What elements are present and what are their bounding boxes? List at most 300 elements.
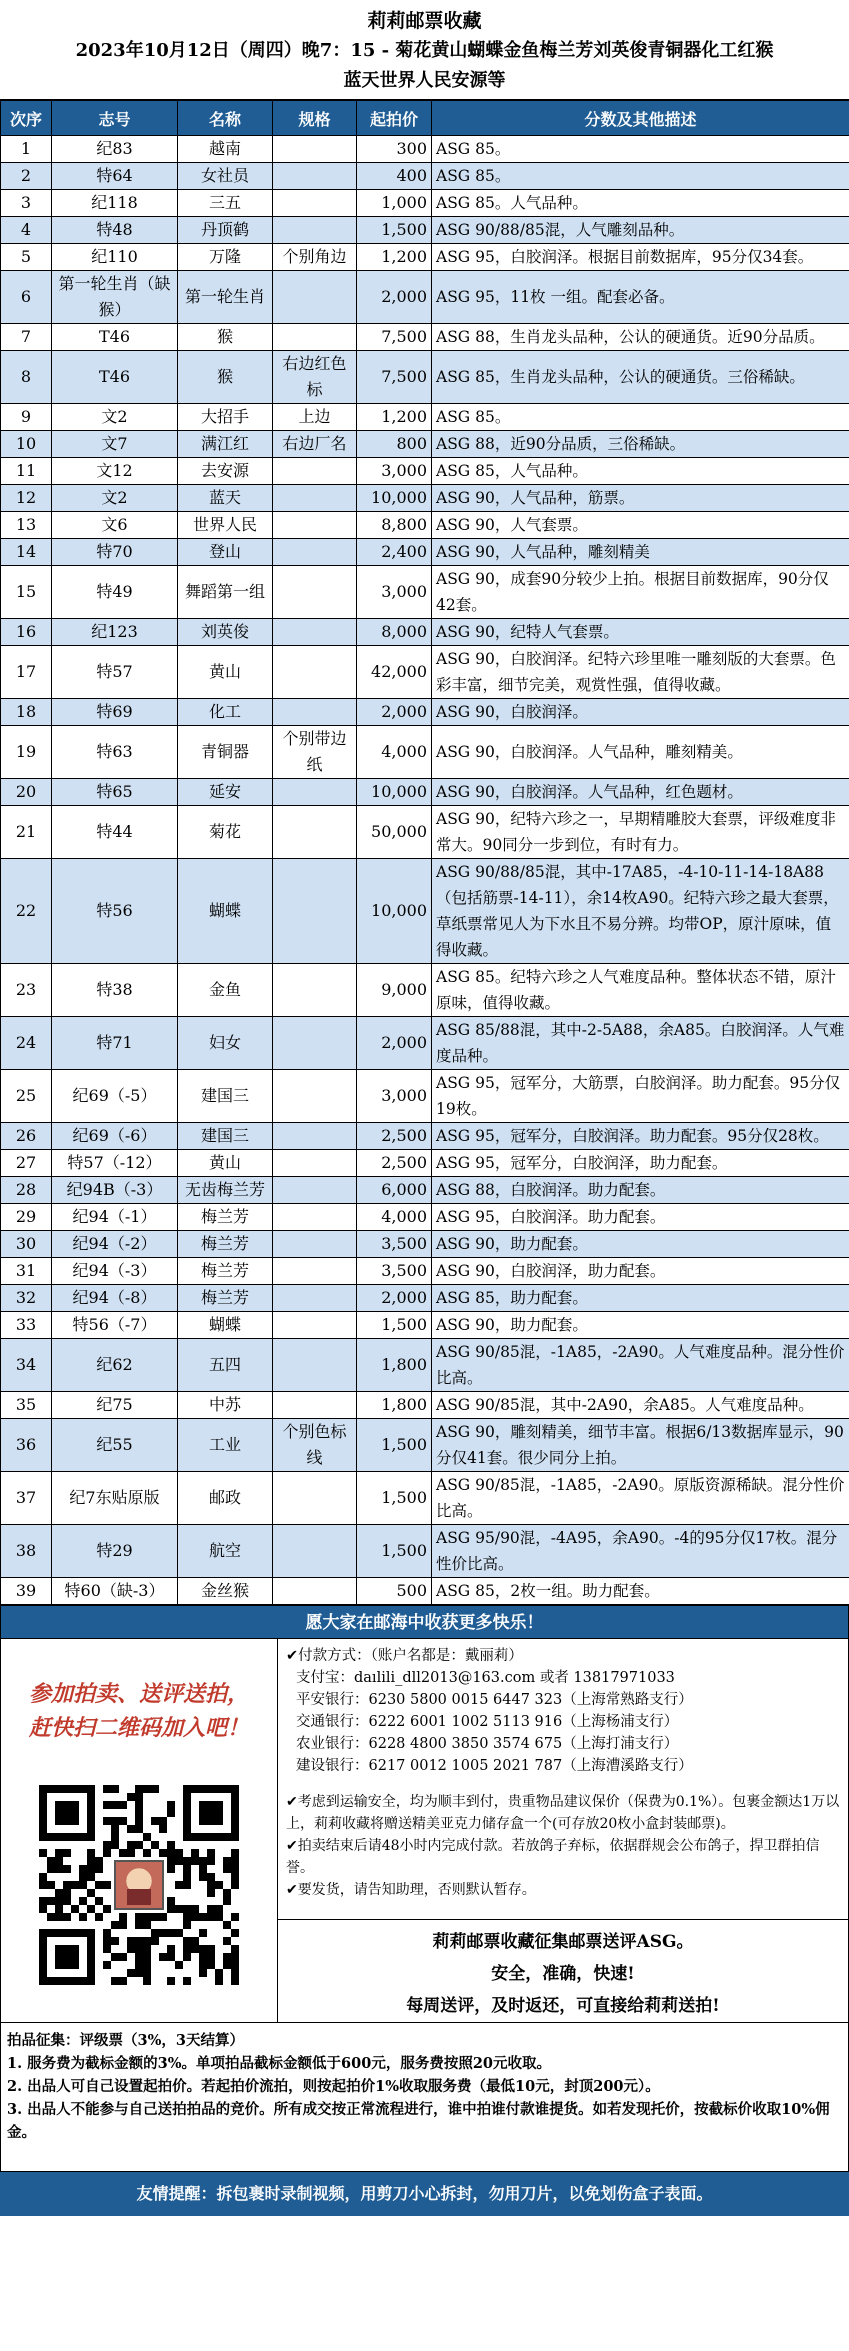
table-row xyxy=(1,217,849,244)
lot-desc: ASG 85，2枚一组。助力配套。 xyxy=(432,1578,849,1605)
shipping-note: ✔考虑到运输安全，均为顺丰到付，贵重物品建议保价（保费为0.1%）。包裹金额达1万以上，莉莉收藏将赠送精美亚克力储存盒一个(可存放20枚小盒封装邮票)。 xyxy=(286,1794,840,1832)
lot-no: 8 xyxy=(1,351,52,404)
table-row xyxy=(1,1472,849,1525)
lot-desc: ASG 90，纪特六珍之一，早期精雕胶大套票，评级难度非常大。90同分一步到位，有时有力。 xyxy=(432,806,849,859)
lot-code: 纪94（-8） xyxy=(52,1285,178,1312)
table-row xyxy=(1,699,849,726)
lot-code: T46 xyxy=(52,324,178,351)
rules-title: 拍品征集：评级票（3%，3天结算） xyxy=(7,2032,244,2049)
lot-spec xyxy=(273,1204,357,1231)
lot-price: 1,200 xyxy=(357,404,432,431)
table-row xyxy=(1,1285,849,1312)
table-row xyxy=(1,1070,849,1123)
lot-price: 42,000 xyxy=(357,646,432,699)
lot-spec: 个别角边 xyxy=(273,244,357,271)
table-row xyxy=(1,271,849,324)
lot-spec xyxy=(273,1258,357,1285)
lot-no: 6 xyxy=(1,271,52,324)
lot-name: 建国三 xyxy=(178,1123,273,1150)
lot-name: 梅兰芳 xyxy=(178,1231,273,1258)
lot-no: 15 xyxy=(1,566,52,619)
table-row xyxy=(1,726,849,779)
lot-price: 10,000 xyxy=(357,859,432,964)
lot-spec xyxy=(273,136,357,163)
lot-spec xyxy=(273,271,357,324)
slogan-line-1: 莉莉邮票收藏征集邮票送评ASG。 xyxy=(432,1932,694,1952)
lot-price: 10,000 xyxy=(357,779,432,806)
lot-code: 特56 xyxy=(52,859,178,964)
lot-desc: ASG 88，白胶润泽。助力配套。 xyxy=(432,1177,849,1204)
lot-name: 建国三 xyxy=(178,1070,273,1123)
lot-code: 纪110 xyxy=(52,244,178,271)
lot-desc: ASG 85/88混，其中-2-5A88，余A85。白胶润泽。人气难度品种。 xyxy=(432,1017,849,1070)
table-row xyxy=(1,1017,849,1070)
lot-no: 23 xyxy=(1,964,52,1017)
table-row xyxy=(1,244,849,271)
delivery-note: ✔要发货，请告知助理，否则默认暂存。 xyxy=(286,1882,536,1898)
lot-spec xyxy=(273,964,357,1017)
lot-desc: ASG 90，人气套票。 xyxy=(432,512,849,539)
lot-name: 去安源 xyxy=(178,458,273,485)
lot-code: 特69 xyxy=(52,699,178,726)
lot-price: 300 xyxy=(357,136,432,163)
promo-line-1: 参加拍卖、送评送拍， xyxy=(28,1681,249,1707)
table-row xyxy=(1,163,849,190)
lot-price: 1,500 xyxy=(357,1419,432,1472)
table-row xyxy=(1,1231,849,1258)
lot-code: 文2 xyxy=(52,404,178,431)
lot-no: 5 xyxy=(1,244,52,271)
table-row xyxy=(1,1177,849,1204)
lot-no: 36 xyxy=(1,1419,52,1472)
lot-spec xyxy=(273,646,357,699)
lot-name: 丹顶鹤 xyxy=(178,217,273,244)
lot-spec xyxy=(273,458,357,485)
lot-name: 无齿梅兰芳 xyxy=(178,1177,273,1204)
page-title: 莉莉邮票收藏 xyxy=(367,10,482,32)
lot-spec xyxy=(273,539,357,566)
table-row xyxy=(1,619,849,646)
lot-spec xyxy=(273,217,357,244)
lot-no: 16 xyxy=(1,619,52,646)
wish-banner: 愿大家在邮海中收获更多快乐！ xyxy=(0,1605,849,1639)
lot-desc: ASG 95/90混，-4A95，余A90。-4的95分仅17枚。混分性价比高。 xyxy=(432,1525,849,1578)
alipay-info: 支付宝：daılili_dll2013@163.com 或者 13817971033 xyxy=(296,1670,675,1686)
column-header-price: 起拍价 xyxy=(357,101,432,136)
consignment-rules xyxy=(0,2023,849,2172)
lot-code: 纪94（-2） xyxy=(52,1231,178,1258)
lot-no: 4 xyxy=(1,217,52,244)
lot-price: 2,000 xyxy=(357,1017,432,1070)
lot-spec xyxy=(273,1285,357,1312)
lot-no: 39 xyxy=(1,1578,52,1605)
lot-code: 纪55 xyxy=(52,1419,178,1472)
lot-desc: ASG 90，助力配套。 xyxy=(432,1312,849,1339)
lot-code: 文7 xyxy=(52,431,178,458)
lot-desc: ASG 95，冠军分，白胶润泽。助力配套。95分仅28枚。 xyxy=(432,1123,849,1150)
lot-desc: ASG 90/85混，其中-2A90，余A85。人气难度品种。 xyxy=(432,1392,849,1419)
table-row xyxy=(1,964,849,1017)
table-row xyxy=(1,485,849,512)
lot-spec xyxy=(273,619,357,646)
lot-no: 26 xyxy=(1,1123,52,1150)
lot-code: 纪94（-3） xyxy=(52,1258,178,1285)
lot-price: 800 xyxy=(357,431,432,458)
lot-code: 特56（-7） xyxy=(52,1312,178,1339)
lot-no: 24 xyxy=(1,1017,52,1070)
rule-item-2: 2. 出品人可自己设置起拍价。若起拍价流拍，则按起拍价1%收取服务费（最低10元，封顶200元）。 xyxy=(7,2078,660,2095)
lot-price: 1,500 xyxy=(357,1525,432,1578)
lot-no: 29 xyxy=(1,1204,52,1231)
lot-name: 舞蹈第一组 xyxy=(178,566,273,619)
lot-name: 金鱼 xyxy=(178,964,273,1017)
lot-desc: ASG 85。 xyxy=(432,404,849,431)
rule-item-1: 1. 服务费为截标金额的3%。单项拍品截标金额低于600元，服务费按照20元收取。 xyxy=(7,2055,551,2072)
lot-spec xyxy=(273,485,357,512)
lot-spec xyxy=(273,1339,357,1392)
lot-name: 蓝天 xyxy=(178,485,273,512)
lot-desc: ASG 90，白胶润泽。纪特六珍里唯一雕刻版的大套票。色彩丰富，细节完美，观赏性强，值得收藏。 xyxy=(432,646,849,699)
lot-spec xyxy=(273,163,357,190)
lot-code: 特57（-12） xyxy=(52,1150,178,1177)
lot-no: 19 xyxy=(1,726,52,779)
lot-desc: ASG 90，纪特人气套票。 xyxy=(432,619,849,646)
grading-slogan xyxy=(278,1920,848,2022)
lot-desc: ASG 85，人气品种。 xyxy=(432,458,849,485)
table-row xyxy=(1,351,849,404)
lot-price: 8,800 xyxy=(357,512,432,539)
table-row xyxy=(1,512,849,539)
lot-name: 大招手 xyxy=(178,404,273,431)
lot-price: 8,000 xyxy=(357,619,432,646)
lot-spec: 个别色标线 xyxy=(273,1419,357,1472)
lot-price: 3,000 xyxy=(357,458,432,485)
table-row xyxy=(1,566,849,619)
table-row xyxy=(1,404,849,431)
lot-desc: ASG 90/88/85混，其中-17A85，-4-10-11-14-18A88（包括筋票-14-11），余14枚A90。纪特六珍之最大套票，草纸票常见人为下水且不易分辨。均带OP，原汁原味，值得收藏。 xyxy=(432,859,849,964)
lot-desc: ASG 90，白胶润泽。 xyxy=(432,699,849,726)
bank-bocom: 交通银行：6222 6001 1002 5113 916（上海杨浦支行） xyxy=(296,1714,679,1730)
lot-name: 梅兰芳 xyxy=(178,1258,273,1285)
lot-name: 妇女 xyxy=(178,1017,273,1070)
lot-spec xyxy=(273,1472,357,1525)
lot-no: 11 xyxy=(1,458,52,485)
lot-price: 1,800 xyxy=(357,1339,432,1392)
lot-price: 7,500 xyxy=(357,351,432,404)
lot-code: 文2 xyxy=(52,485,178,512)
lot-spec xyxy=(273,1392,357,1419)
lot-no: 12 xyxy=(1,485,52,512)
lot-code: 特64 xyxy=(52,163,178,190)
lot-spec xyxy=(273,512,357,539)
lot-spec: 右边红色标 xyxy=(273,351,357,404)
lot-no: 2 xyxy=(1,163,52,190)
footer-reminder: 友情提醒：拆包裹时录制视频，用剪刀小心拆封，勿用刀片，以免划伤盒子表面。 xyxy=(0,2172,849,2216)
lot-price: 1,500 xyxy=(357,217,432,244)
table-row xyxy=(1,1258,849,1285)
lot-no: 22 xyxy=(1,859,52,964)
lot-name: 猴 xyxy=(178,324,273,351)
lot-code: 特44 xyxy=(52,806,178,859)
lot-code: 纪62 xyxy=(52,1339,178,1392)
lot-desc: ASG 90，人气品种，筋票。 xyxy=(432,485,849,512)
lot-desc: ASG 85。人气品种。 xyxy=(432,190,849,217)
lot-code: 纪94B（-3） xyxy=(52,1177,178,1204)
lot-desc: ASG 85。 xyxy=(432,163,849,190)
lot-code: 纪69（-5） xyxy=(52,1070,178,1123)
lot-spec: 上边 xyxy=(273,404,357,431)
lot-desc: ASG 88，生肖龙头品种，公认的硬通货。近90分品质。 xyxy=(432,324,849,351)
lot-code: 文12 xyxy=(52,458,178,485)
lot-code: 文6 xyxy=(52,512,178,539)
table-row xyxy=(1,1525,849,1578)
lot-price: 3,500 xyxy=(357,1258,432,1285)
lot-no: 14 xyxy=(1,539,52,566)
lot-desc: ASG 90/85混，-1A85，-2A90。人气难度品种。混分性价比高。 xyxy=(432,1339,849,1392)
lot-name: 女社员 xyxy=(178,163,273,190)
table-row xyxy=(1,190,849,217)
lot-desc: ASG 90/88/85混，人气雕刻品种。 xyxy=(432,217,849,244)
lot-code: 特65 xyxy=(52,779,178,806)
lot-no: 27 xyxy=(1,1150,52,1177)
lot-desc: ASG 90，雕刻精美，细节丰富。根据6/13数据库显示，90分仅41套。很少同分上拍。 xyxy=(432,1419,849,1472)
lot-price: 3,000 xyxy=(357,1070,432,1123)
lot-name: 第一轮生肖 xyxy=(178,271,273,324)
lot-spec xyxy=(273,1150,357,1177)
lot-name: 延安 xyxy=(178,779,273,806)
lot-desc: ASG 90，助力配套。 xyxy=(432,1231,849,1258)
lot-code: 纪94（-1） xyxy=(52,1204,178,1231)
lot-desc: ASG 90/85混，-1A85，-2A90。原版资源稀缺。混分性价比高。 xyxy=(432,1472,849,1525)
lot-spec xyxy=(273,1177,357,1204)
lot-price: 4,000 xyxy=(357,1204,432,1231)
table-row xyxy=(1,1392,849,1419)
lot-name: 梅兰芳 xyxy=(178,1204,273,1231)
table-row xyxy=(1,431,849,458)
promo-panel xyxy=(1,1639,278,2022)
rule-item-3: 3. 出品人不能参与自己送拍拍品的竞价。所有成交按正常流程进行，谁中拍谁付款谁提货。如若发现托价，按截标价收取10%佣金。 xyxy=(7,2101,830,2141)
lot-desc: ASG 95，白胶润泽。根据目前数据库，95分仅34套。 xyxy=(432,244,849,271)
lot-name: 梅兰芳 xyxy=(178,1285,273,1312)
lot-code: 纪75 xyxy=(52,1392,178,1419)
lot-desc: ASG 85。 xyxy=(432,136,849,163)
table-row xyxy=(1,1204,849,1231)
lot-price: 7,500 xyxy=(357,324,432,351)
lot-desc: ASG 85，生肖龙头品种，公认的硬通货。三俗稀缺。 xyxy=(432,351,849,404)
lot-no: 34 xyxy=(1,1339,52,1392)
slogan-line-2: 安全，准确，快速! xyxy=(491,1964,635,1984)
lot-code: 特57 xyxy=(52,646,178,699)
table-row xyxy=(1,539,849,566)
lot-no: 37 xyxy=(1,1472,52,1525)
lot-price: 2,000 xyxy=(357,1285,432,1312)
page-subtitle: 2023年10月12日（周四）晚7：15 - 菊花黄山蝴蝶金鱼梅兰芳刘英俊青铜器化工红猴 xyxy=(75,40,774,61)
lot-name: 越南 xyxy=(178,136,273,163)
lot-spec xyxy=(273,806,357,859)
lot-spec: 右边厂名 xyxy=(273,431,357,458)
lot-name: 猴 xyxy=(178,351,273,404)
lot-no: 20 xyxy=(1,779,52,806)
info-right-panel xyxy=(278,1639,848,2022)
table-row xyxy=(1,458,849,485)
promo-text xyxy=(1,1677,277,1745)
lot-no: 18 xyxy=(1,699,52,726)
table-row xyxy=(1,1150,849,1177)
lot-name: 航空 xyxy=(178,1525,273,1578)
lot-price: 1,500 xyxy=(357,1312,432,1339)
lot-name: 三五 xyxy=(178,190,273,217)
lot-no: 30 xyxy=(1,1231,52,1258)
column-header-no: 次序 xyxy=(1,101,52,136)
document-header xyxy=(0,0,849,100)
table-row xyxy=(1,646,849,699)
lot-desc: ASG 90，白胶润泽。人气品种，雕刻精美。 xyxy=(432,726,849,779)
qr-code-icon[interactable] xyxy=(39,1785,239,1985)
lot-price: 1,800 xyxy=(357,1392,432,1419)
lot-no: 28 xyxy=(1,1177,52,1204)
lot-no: 3 xyxy=(1,190,52,217)
lot-price: 500 xyxy=(357,1578,432,1605)
lot-price: 2,400 xyxy=(357,539,432,566)
slogan-line-3: 每周送评，及时返还，可直接给莉莉送拍! xyxy=(406,1996,720,2016)
lot-name: 蝴蝶 xyxy=(178,859,273,964)
info-section xyxy=(0,1639,849,2023)
table-row xyxy=(1,1578,849,1605)
lot-no: 7 xyxy=(1,324,52,351)
lot-no: 38 xyxy=(1,1525,52,1578)
column-header-desc: 分数及其他描述 xyxy=(432,101,849,136)
lot-price: 2,000 xyxy=(357,271,432,324)
lot-desc: ASG 95，冠军分，大筋票，白胶润泽。助力配套。95分仅19枚。 xyxy=(432,1070,849,1123)
lot-spec xyxy=(273,1070,357,1123)
lot-no: 21 xyxy=(1,806,52,859)
lot-price: 9,000 xyxy=(357,964,432,1017)
promo-line-2: 赶快扫二维码加入吧！ xyxy=(28,1715,249,1741)
lot-code: T46 xyxy=(52,351,178,404)
lot-name: 登山 xyxy=(178,539,273,566)
table-row xyxy=(1,1419,849,1472)
lot-name: 世界人民 xyxy=(178,512,273,539)
payment-info xyxy=(278,1639,848,1920)
table-row xyxy=(1,806,849,859)
payment-title: ✔付款方式：（账户名都是：戴丽莉） xyxy=(286,1648,523,1664)
bank-abc: 农业银行：6228 4800 3850 3574 675（上海打浦支行） xyxy=(296,1736,679,1752)
lot-name: 满江红 xyxy=(178,431,273,458)
lot-spec xyxy=(273,779,357,806)
lot-no: 32 xyxy=(1,1285,52,1312)
lot-desc: ASG 88，近90分品质，三俗稀缺。 xyxy=(432,431,849,458)
column-header-name: 名称 xyxy=(178,101,273,136)
lot-price: 50,000 xyxy=(357,806,432,859)
lot-code: 特70 xyxy=(52,539,178,566)
lot-name: 金丝猴 xyxy=(178,1578,273,1605)
lot-name: 中苏 xyxy=(178,1392,273,1419)
lot-price: 1,000 xyxy=(357,190,432,217)
lot-no: 1 xyxy=(1,136,52,163)
lot-desc: ASG 95，11枚 一组。配套必备。 xyxy=(432,271,849,324)
lot-code: 第一轮生肖（缺猴） xyxy=(52,271,178,324)
lot-price: 4,000 xyxy=(357,726,432,779)
lot-code: 特49 xyxy=(52,566,178,619)
table-row xyxy=(1,859,849,964)
table-header-row xyxy=(1,101,849,136)
lot-name: 菊花 xyxy=(178,806,273,859)
lot-code: 纪7东贴原版 xyxy=(52,1472,178,1525)
lot-desc: ASG 85。纪特六珍之人气难度品种。整体状态不错，原汁原味，值得收藏。 xyxy=(432,964,849,1017)
lot-spec xyxy=(273,566,357,619)
lot-desc: ASG 90，人气品种，雕刻精美 xyxy=(432,539,849,566)
table-row xyxy=(1,136,849,163)
page-subtitle-2: 蓝天世界人民安源等 xyxy=(343,70,506,91)
lot-price: 2,500 xyxy=(357,1123,432,1150)
lot-desc: ASG 85，助力配套。 xyxy=(432,1285,849,1312)
lot-code: 纪69（-6） xyxy=(52,1123,178,1150)
lot-price: 3,500 xyxy=(357,1231,432,1258)
table-row xyxy=(1,324,849,351)
lot-price: 400 xyxy=(357,163,432,190)
lot-code: 特63 xyxy=(52,726,178,779)
lot-spec xyxy=(273,1312,357,1339)
lot-name: 工业 xyxy=(178,1419,273,1472)
lot-code: 特60（缺-3） xyxy=(52,1578,178,1605)
lot-spec xyxy=(273,1123,357,1150)
table-row xyxy=(1,1123,849,1150)
bank-pingan: 平安银行：6230 5800 0015 6447 323（上海常熟路支行） xyxy=(296,1692,693,1708)
lots-table-body xyxy=(1,136,849,1605)
lot-no: 17 xyxy=(1,646,52,699)
lot-name: 黄山 xyxy=(178,646,273,699)
lot-price: 2,000 xyxy=(357,699,432,726)
table-row xyxy=(1,779,849,806)
bank-ccb: 建设银行：6217 0012 1005 2021 787（上海漕溪路支行） xyxy=(296,1758,693,1774)
lot-no: 33 xyxy=(1,1312,52,1339)
lot-desc: ASG 90，白胶润泽，助力配套。 xyxy=(432,1258,849,1285)
lot-code: 特38 xyxy=(52,964,178,1017)
lot-name: 五四 xyxy=(178,1339,273,1392)
lot-spec xyxy=(273,1578,357,1605)
lot-no: 25 xyxy=(1,1070,52,1123)
lots-table xyxy=(0,100,849,1605)
column-header-spec: 规格 xyxy=(273,101,357,136)
lot-spec xyxy=(273,699,357,726)
lot-desc: ASG 90，成套90分较少上拍。根据目前数据库，90分仅42套。 xyxy=(432,566,849,619)
payment-deadline-note: ✔拍卖结束后请48小时内完成付款。若放鸽子弃标，依据群规会公布鸽子，捍卫群拍信誉。 xyxy=(286,1838,820,1876)
lot-price: 1,500 xyxy=(357,1472,432,1525)
lot-code: 特29 xyxy=(52,1525,178,1578)
lot-price: 3,000 xyxy=(357,566,432,619)
lot-name: 蝴蝶 xyxy=(178,1312,273,1339)
lot-no: 31 xyxy=(1,1258,52,1285)
lot-spec xyxy=(273,324,357,351)
lot-name: 万隆 xyxy=(178,244,273,271)
lot-code: 特71 xyxy=(52,1017,178,1070)
lot-name: 黄山 xyxy=(178,1150,273,1177)
lot-name: 刘英俊 xyxy=(178,619,273,646)
lot-price: 6,000 xyxy=(357,1177,432,1204)
lot-spec xyxy=(273,859,357,964)
lot-code: 纪118 xyxy=(52,190,178,217)
lot-spec xyxy=(273,1017,357,1070)
lot-price: 10,000 xyxy=(357,485,432,512)
lot-spec xyxy=(273,1525,357,1578)
lot-desc: ASG 95，冠军分，白胶润泽，助力配套。 xyxy=(432,1150,849,1177)
lot-spec xyxy=(273,1231,357,1258)
lot-no: 9 xyxy=(1,404,52,431)
lot-code: 纪123 xyxy=(52,619,178,646)
lot-desc: ASG 95，白胶润泽。助力配套。 xyxy=(432,1204,849,1231)
column-header-code: 志号 xyxy=(52,101,178,136)
lot-name: 青铜器 xyxy=(178,726,273,779)
